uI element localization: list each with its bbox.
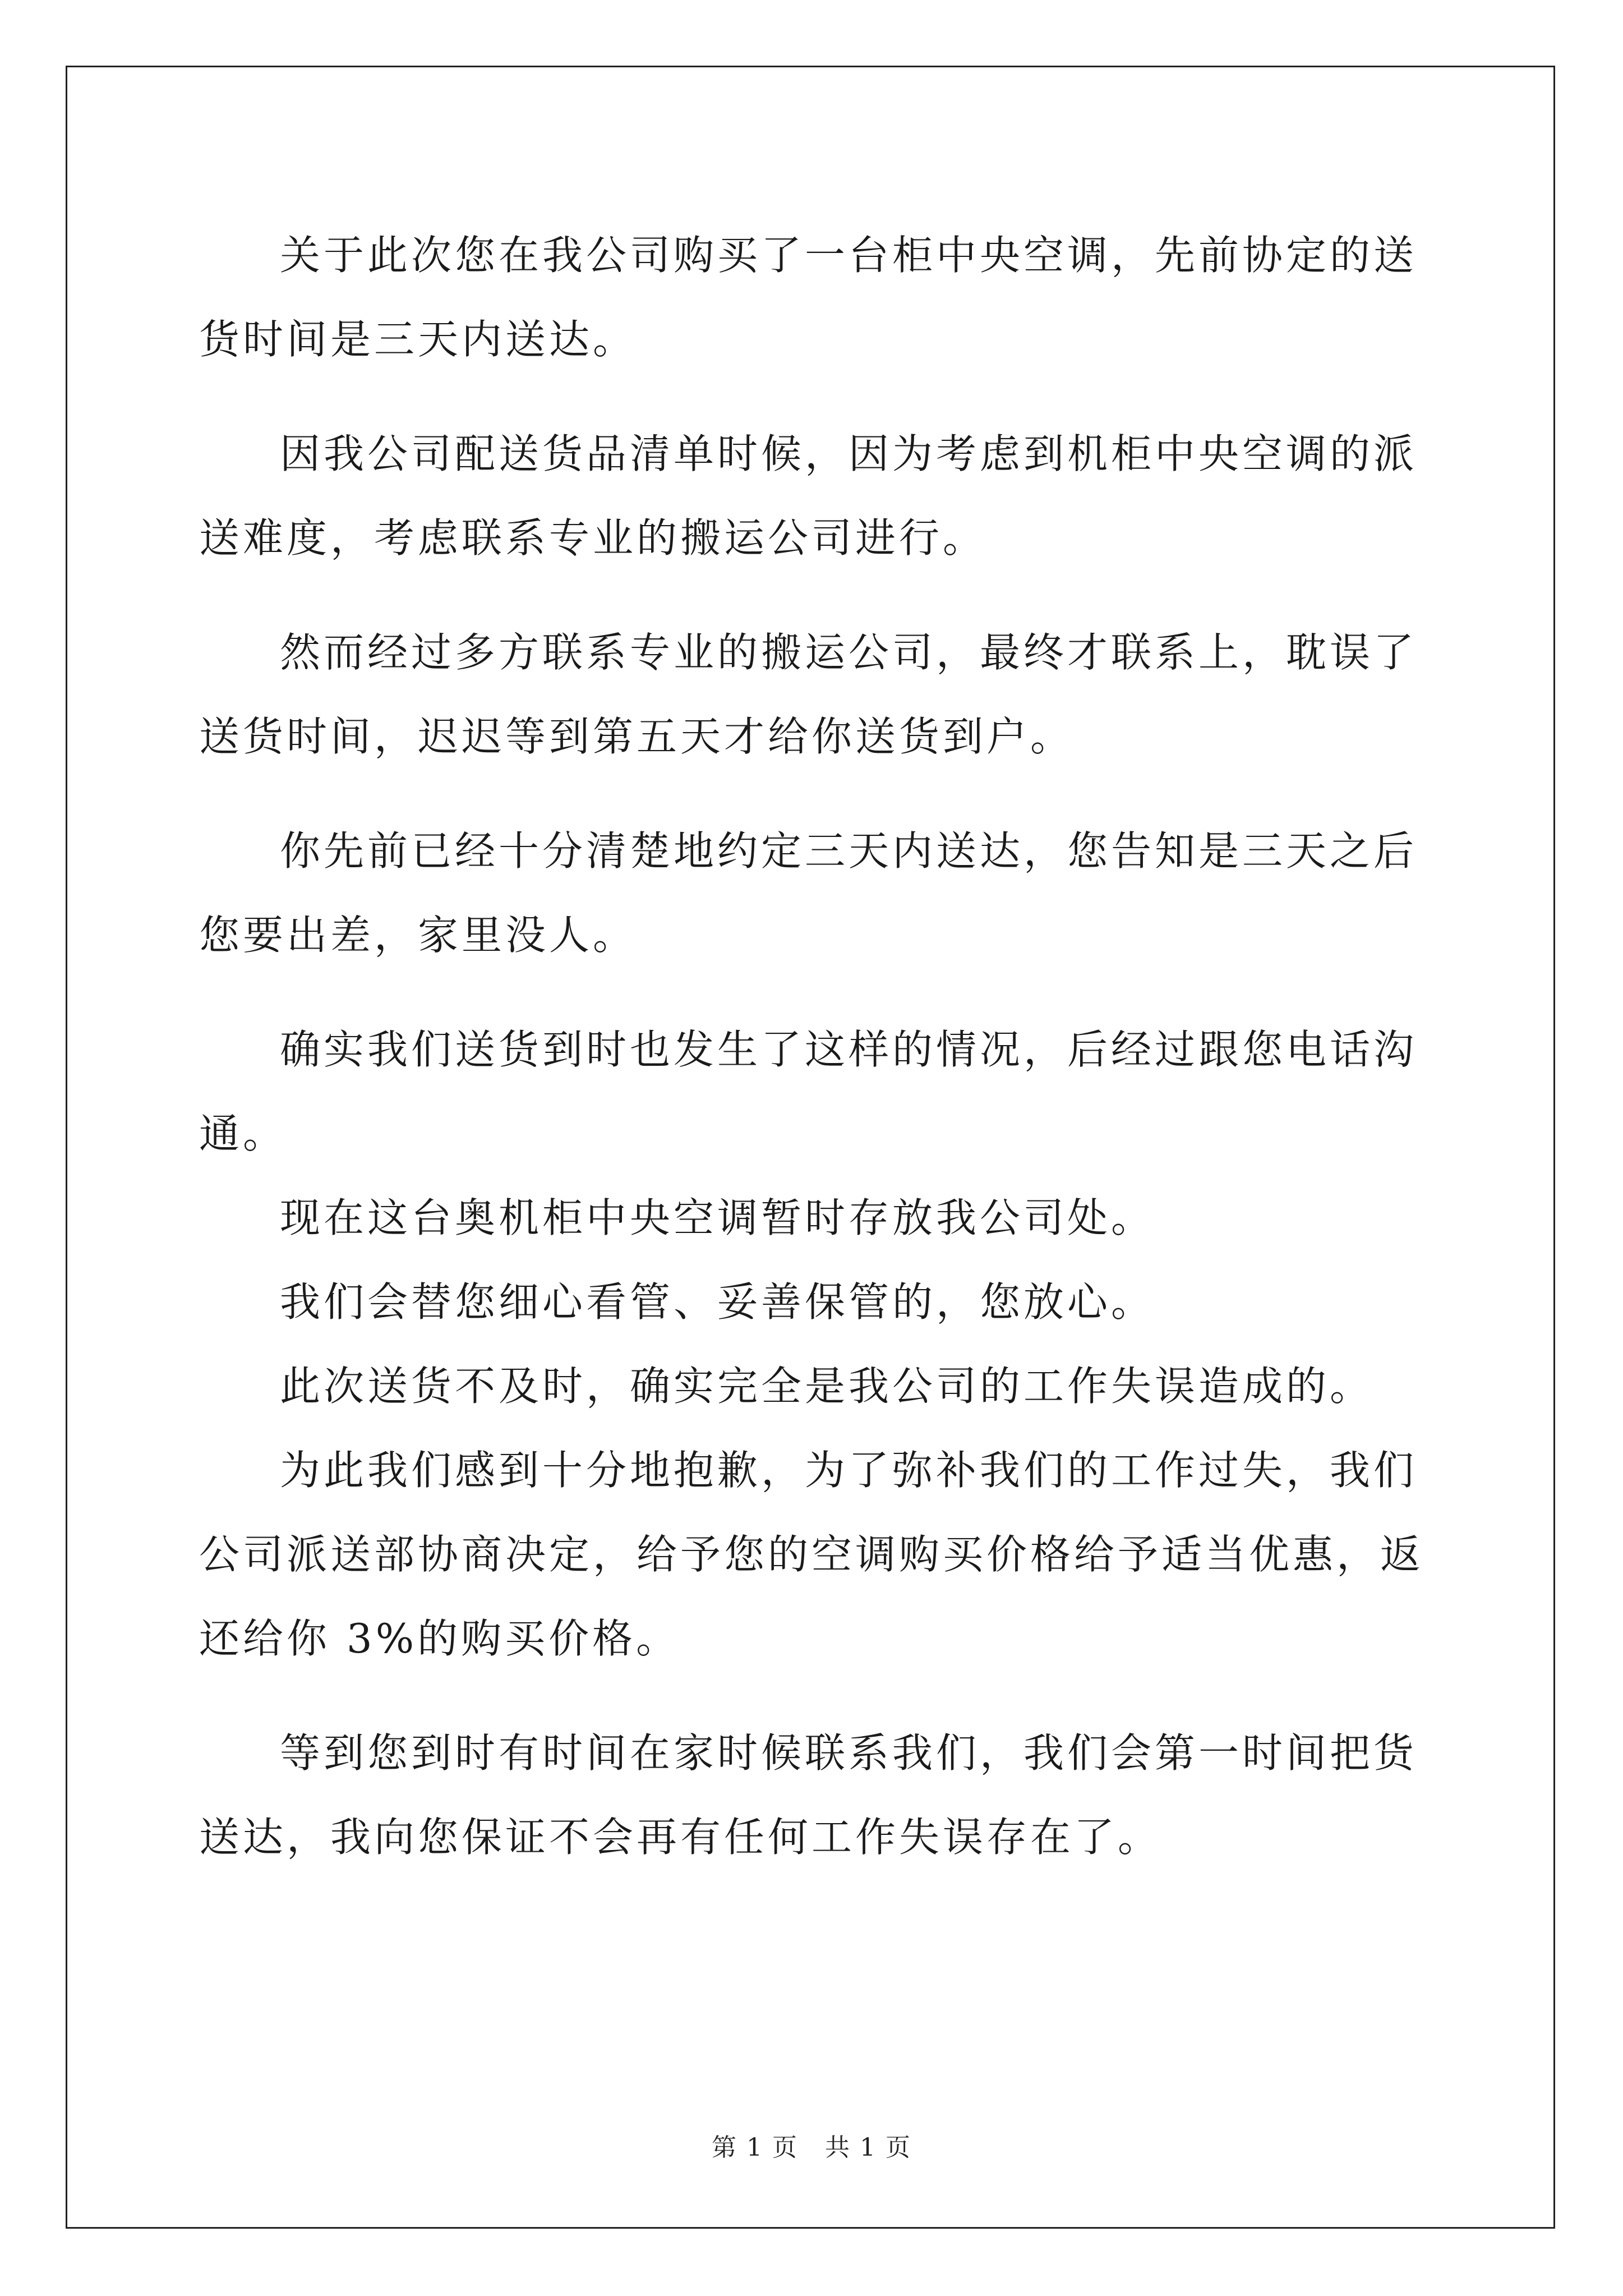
paragraph-4: 你先前已经十分清楚地约定三天内送达，您告知是三天之后您要出差，家里没人。: [199, 827, 1418, 959]
paragraph-7: 我们会替您细心看管、妥善保管的，您放心。: [280, 1278, 1155, 1326]
page-total: 共 1 页: [825, 2133, 911, 2162]
paragraph-10: 等到您到时有时间在家时候联系我们，我们会第一时间把货送达，我向您保证不会再有任何工作失误存在了。: [199, 1729, 1418, 1861]
page-footer: [0, 2127, 1623, 2163]
paragraph-6: 现在这台奥机柜中央空调暂时存放我公司处。: [280, 1194, 1155, 1241]
document-body: [199, 213, 1433, 1910]
paragraph-8: 此次送货不及时，确实完全是我公司的工作失误造成的。: [280, 1363, 1374, 1410]
paragraph-9: 为此我们感到十分地抱歉，为了弥补我们的工作过失，我们公司派送部协商决定，给予您的空调购买价格给予适当优惠，返还给你 3%的购买价格。: [199, 1447, 1424, 1662]
paragraph-2: 因我公司配送货品清单时候，因为考虑到机柜中央空调的派送难度，考虑联系专业的搬运公司进行。: [199, 430, 1418, 562]
paragraph-5: 确实我们送货到时也发生了这样的情况，后经过跟您电话沟通。: [199, 1026, 1418, 1157]
page-number: 第 1 页: [712, 2133, 798, 2162]
paragraph-1: 关于此次您在我公司购买了一台柜中央空调，先前协定的送货时间是三天内送达。: [199, 232, 1418, 363]
paragraph-3: 然而经过多方联系专业的搬运公司，最终才联系上，耽误了送货时间，迟迟等到第五天才给你送货到户。: [199, 629, 1418, 760]
